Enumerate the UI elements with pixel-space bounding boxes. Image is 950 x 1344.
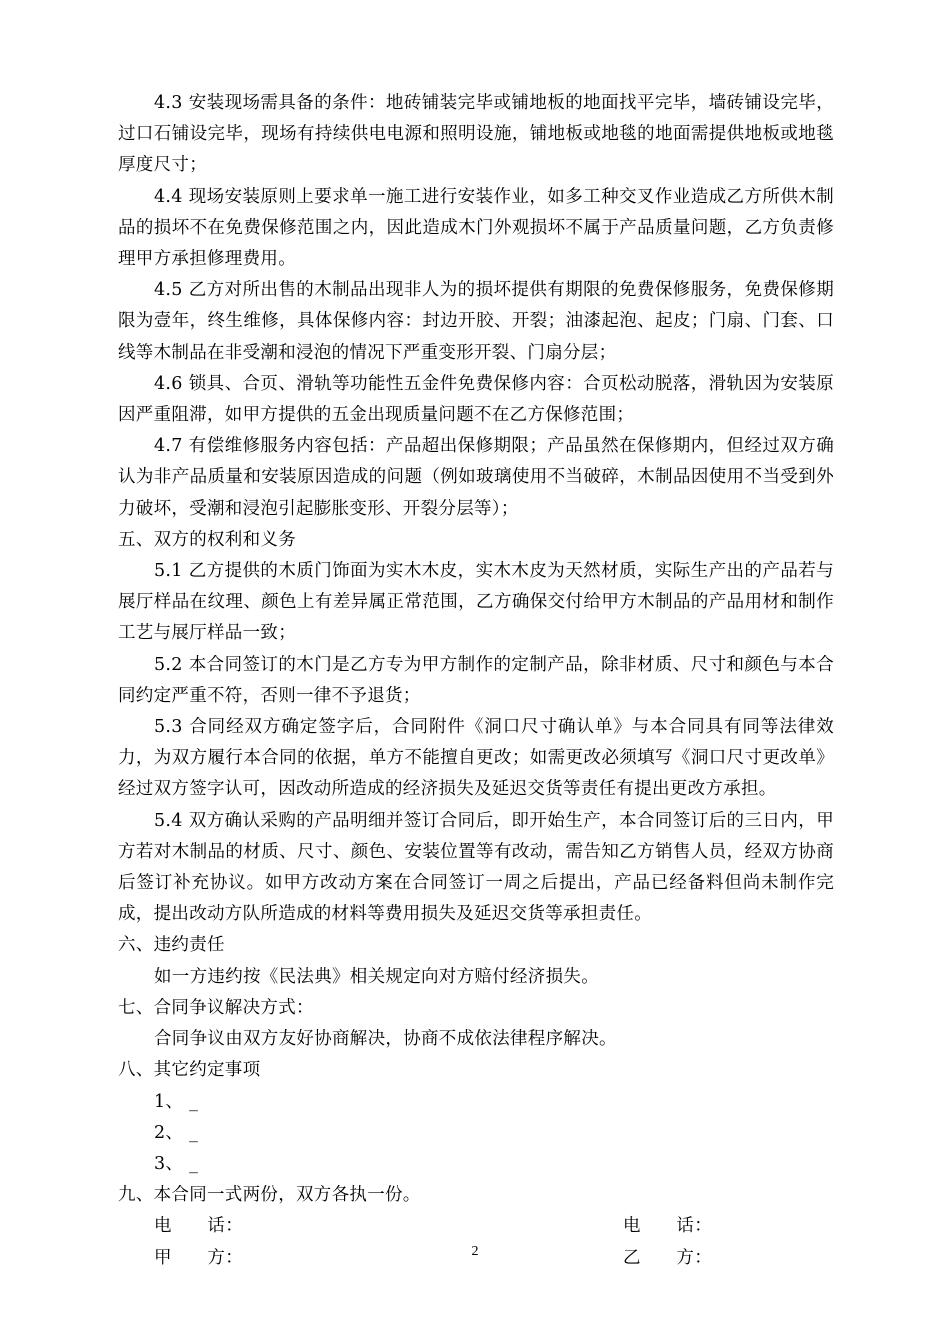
party-a-label: 甲 方： (154, 1247, 243, 1268)
other-item-2: 2、 _ (154, 1122, 199, 1143)
clause-4-3: 4.3 安装现场需具备的条件：地砖铺装完毕或铺地板的地面找平完毕，墙砖铺设完毕，过口石铺设完毕，现场有持续供电电源和照明设施，铺地板或地毯的地面需提供地板或地毯厚度尺寸； (118, 93, 834, 176)
section-7-heading: 七、合同争议解决方式： (118, 997, 314, 1018)
other-item-1: 1、 _ (154, 1091, 199, 1112)
phone-label-party-a: 电 话： (154, 1216, 243, 1237)
clause-4-7: 4.7 有偿维修服务内容包括：产品超出保修期限；产品虽然在保修期内，但经过双方确认为非产品质量和安装原因造成的问题（例如玻璃使用不当破碎，木制品因使用不当受到外力破坏，受潮和浸泡引起膨胀变形、开裂分层等）； (118, 436, 834, 519)
party-b-label: 乙 方： (623, 1247, 712, 1268)
clause-5-2: 5.2 本合同签订的木门是乙方专为甲方制作的定制产品，除非材质、尺寸和颜色与本合同约定严重不符，否则一律不予退货； (118, 654, 834, 706)
section-5-heading: 五、双方的权利和义务 (118, 529, 296, 550)
phone-row (118, 1211, 834, 1242)
other-item-3: 3、 _ (154, 1153, 199, 1174)
section-7-text: 合同争议由双方友好协商解决，协商不成依法律程序解决。 (154, 1029, 617, 1050)
clause-5-3: 5.3 合同经双方确定签字后，合同附件《洞口尺寸确认单》与本合同具有同等法律效力，为双方履行本合同的依据，单方不能擅自更改；如需更改必须填写《洞口尺寸更改单》经过双方签字认可，因改动所造成的经济损失及延迟交货等责任有提出更改方承担。 (118, 717, 834, 800)
section-6-text: 如一方违约按《民法典》相关规定向对方赔付经济损失。 (154, 966, 599, 987)
page-number: 2 (471, 1244, 479, 1259)
section-9-heading: 九、本合同一式两份，双方各执一份。 (118, 1185, 421, 1206)
clause-4-5: 4.5 乙方对所出售的木制品出现非人为的损坏提供有期限的免费保修服务，免费保修期限为壹年，终生维修，具体保修内容：封边开胶、开裂；油漆起泡、起皮；门扇、门套、口线等木制品在非受潮和浸泡的情况下严重变形开裂、门扇分层； (118, 280, 834, 363)
clause-4-6: 4.6 锁具、合页、滑轨等功能性五金件免费保修内容：合页松动脱落，滑轨因为安装原因严重阻滞，如甲方提供的五金出现质量问题不在乙方保修范围； (118, 373, 834, 426)
clause-5-1: 5.1 乙方提供的木质门饰面为实木木皮，实木木皮为天然材质，实际生产出的产品若与展厅样品在纹理、颜色上有差异属正常范围，乙方确保交付给甲方木制品的产品用材和制作工艺与展厅样品一致； (118, 561, 834, 644)
document-body (118, 88, 834, 1274)
phone-label-party-b: 电 话： (623, 1216, 712, 1237)
section-8-heading: 八、其它约定事项 (118, 1060, 261, 1081)
section-6-heading: 六、违约责任 (118, 935, 225, 956)
clause-5-4: 5.4 双方确认采购的产品明细并签订合同后，即开始生产，本合同签订后的三日内，甲方若对木制品的材质、尺寸、颜色、安装位置等有改动，需告知乙方销售人员，经双方协商后签订补充协议。如甲方改动方案在合同签订一周之后提出，产品已经备料但尚未制作完成，提出改动方队所造成的材料等费用损失及延迟交货等承担责任。 (118, 810, 834, 925)
clause-4-4: 4.4 现场安装原则上要求单一施工进行安装作业，如多工种交叉作业造成乙方所供木制品的损坏不在免费保修范围之内，因此造成木门外观损坏不属于产品质量问题，乙方负责修理甲方承担修理费用。 (118, 186, 834, 270)
